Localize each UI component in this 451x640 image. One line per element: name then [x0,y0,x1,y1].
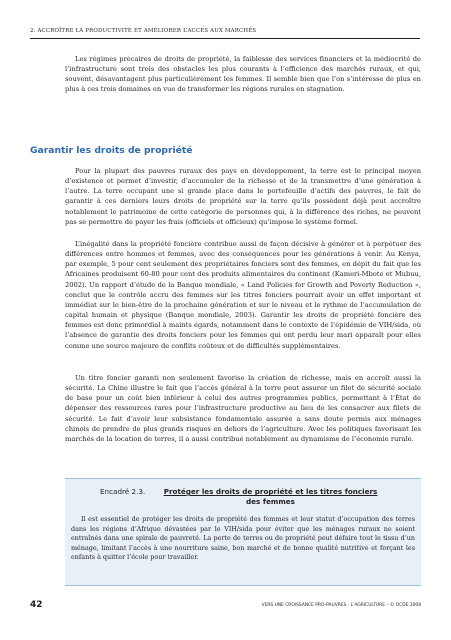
box-title [148,487,393,506]
box-title-line1: Protéger les droits de propriété et les titres fonciers [163,487,378,496]
box-label: Encadré 2.3. [100,487,146,496]
page-number: 42 [30,600,43,610]
paragraph-gender-inequality: L’inégalité dans la propriété foncière contribue aussi de façon décisive à générer et à perpétuer des différences entre hommes et femmes, avec des conséquences pour les générations à venir. Au Kenya, par exemple, 5 pour cent seulement des propriétaires fonciers sont des femmes, en dépit du fait que les Africaines produisent 60-80 pour cent des produits alimentaires du continent (Kameri-Mbote et Mubuu, 2002). Un rapport d’étude de la Banque mondiale, « Land Policies for Growth and Poverty Reduction », conclut que le contrôle accru des femmes sur les titres fonciers pourrait avoir un effet important et immédiat sur le bien-être de la prochaine génération et sur le niveau et le rythme de l’accumulation de capital humain et physique (Banque mondiale, 2003). Garantir les droits de propriété foncière des femmes est donc primordial à maints égards, notamment dans le contexte de l’épidémie de VIH/sida, où l’absence de garantie des droits fonciers pour les femmes qui ont perdu leur mari apparaît pour elles comme une source majeure de conflits coûteux et de difficultés supplémentaires. [65,240,421,350]
box-title-line2: des femmes [246,496,295,506]
footer-publication: VERS UNE CROISSANCE PRO-PAUVRES : L’AGRICULTURE – © OCDE 2008 [261,603,421,608]
paragraph-land-assets: Pour la plupart des pauvres ruraux des pays en développement, la terre est le principal moyen d’existence et permet d’investir, d’accumuler de la richesse et de la transmettre d’une génération à l’autre. La terre occupant une si grande place dans le portefeuille d’actifs des pauvres, le fait de garantir à ces derniers leurs droits de propriété sur la terre qu’ils possèdent déjà peut accroître notablement le patrimoine de cette catégorie de personnes qui, à la différence des riches, ne peuvent pas se permettre de payer les frais (officiels et officieux) qu’impose le système formel. [65,167,421,226]
box-text: Il est essentiel de protéger les droits de propriété des femmes et leur statut d’occupation des terres dans les régions d’Afrique dévastées par le VIH/sida pour éviter que les ménages ruraux ne soient entraînés dans une spirale de pauvreté. La perte de terres ou de propriété peut défaire tout le tissu d’un ménage, limitant l’accès à une nourriture saine, bon marché et de bonne qualité nutritive et forçant les enfants à quitter l’école pour travailler. [71,515,415,562]
intro-paragraph: Les régimes précaires de droits de propriété, la faiblesse des services financiers et la médiocrité de l’infrastructure sont trois des obstacles les plus courants à l’efficience des marchés ruraux, et qui, souvent, désavantagent plus particulièrement les femmes. Il semble bien que l’on s’intéresse de plus en plus à ces trois domaines en vue de transformer les régions rurales en stagnation. [65,55,421,94]
section-heading: Garantir les droits de propriété [30,145,193,156]
text-box [65,478,421,586]
header-rule [30,38,420,39]
running-header: 2. ACCROÎTRE LA PRODUCTIVITÉ ET AMÉLIORER L’ACCÈS AUX MARCHÉS [30,28,257,34]
paragraph-land-security: Un titre foncier garanti non seulement favorise la création de richesse, mais en accroît aussi la sécurité. La Chine illustre le fait que l’accès général à la terre peut assurer un filet de sécurité sociale de base pour un coût bien inférieur à celui des autres programmes publics, permettant à l’État de dépenser des ressources rares pour l’infrastructure productive au lieu de les consacrer aux filets de sécurité. Le fait d’avoir leur subsistance fondamentale assurée a sans doute permis aux ménages chinois de prendre de plus grands risques en dehors de l’agriculture. Avec les politiques favorisant les marchés de la location de terres, il a aussi contribué notablement au dynamisme de l’économie rurale. [65,374,421,443]
